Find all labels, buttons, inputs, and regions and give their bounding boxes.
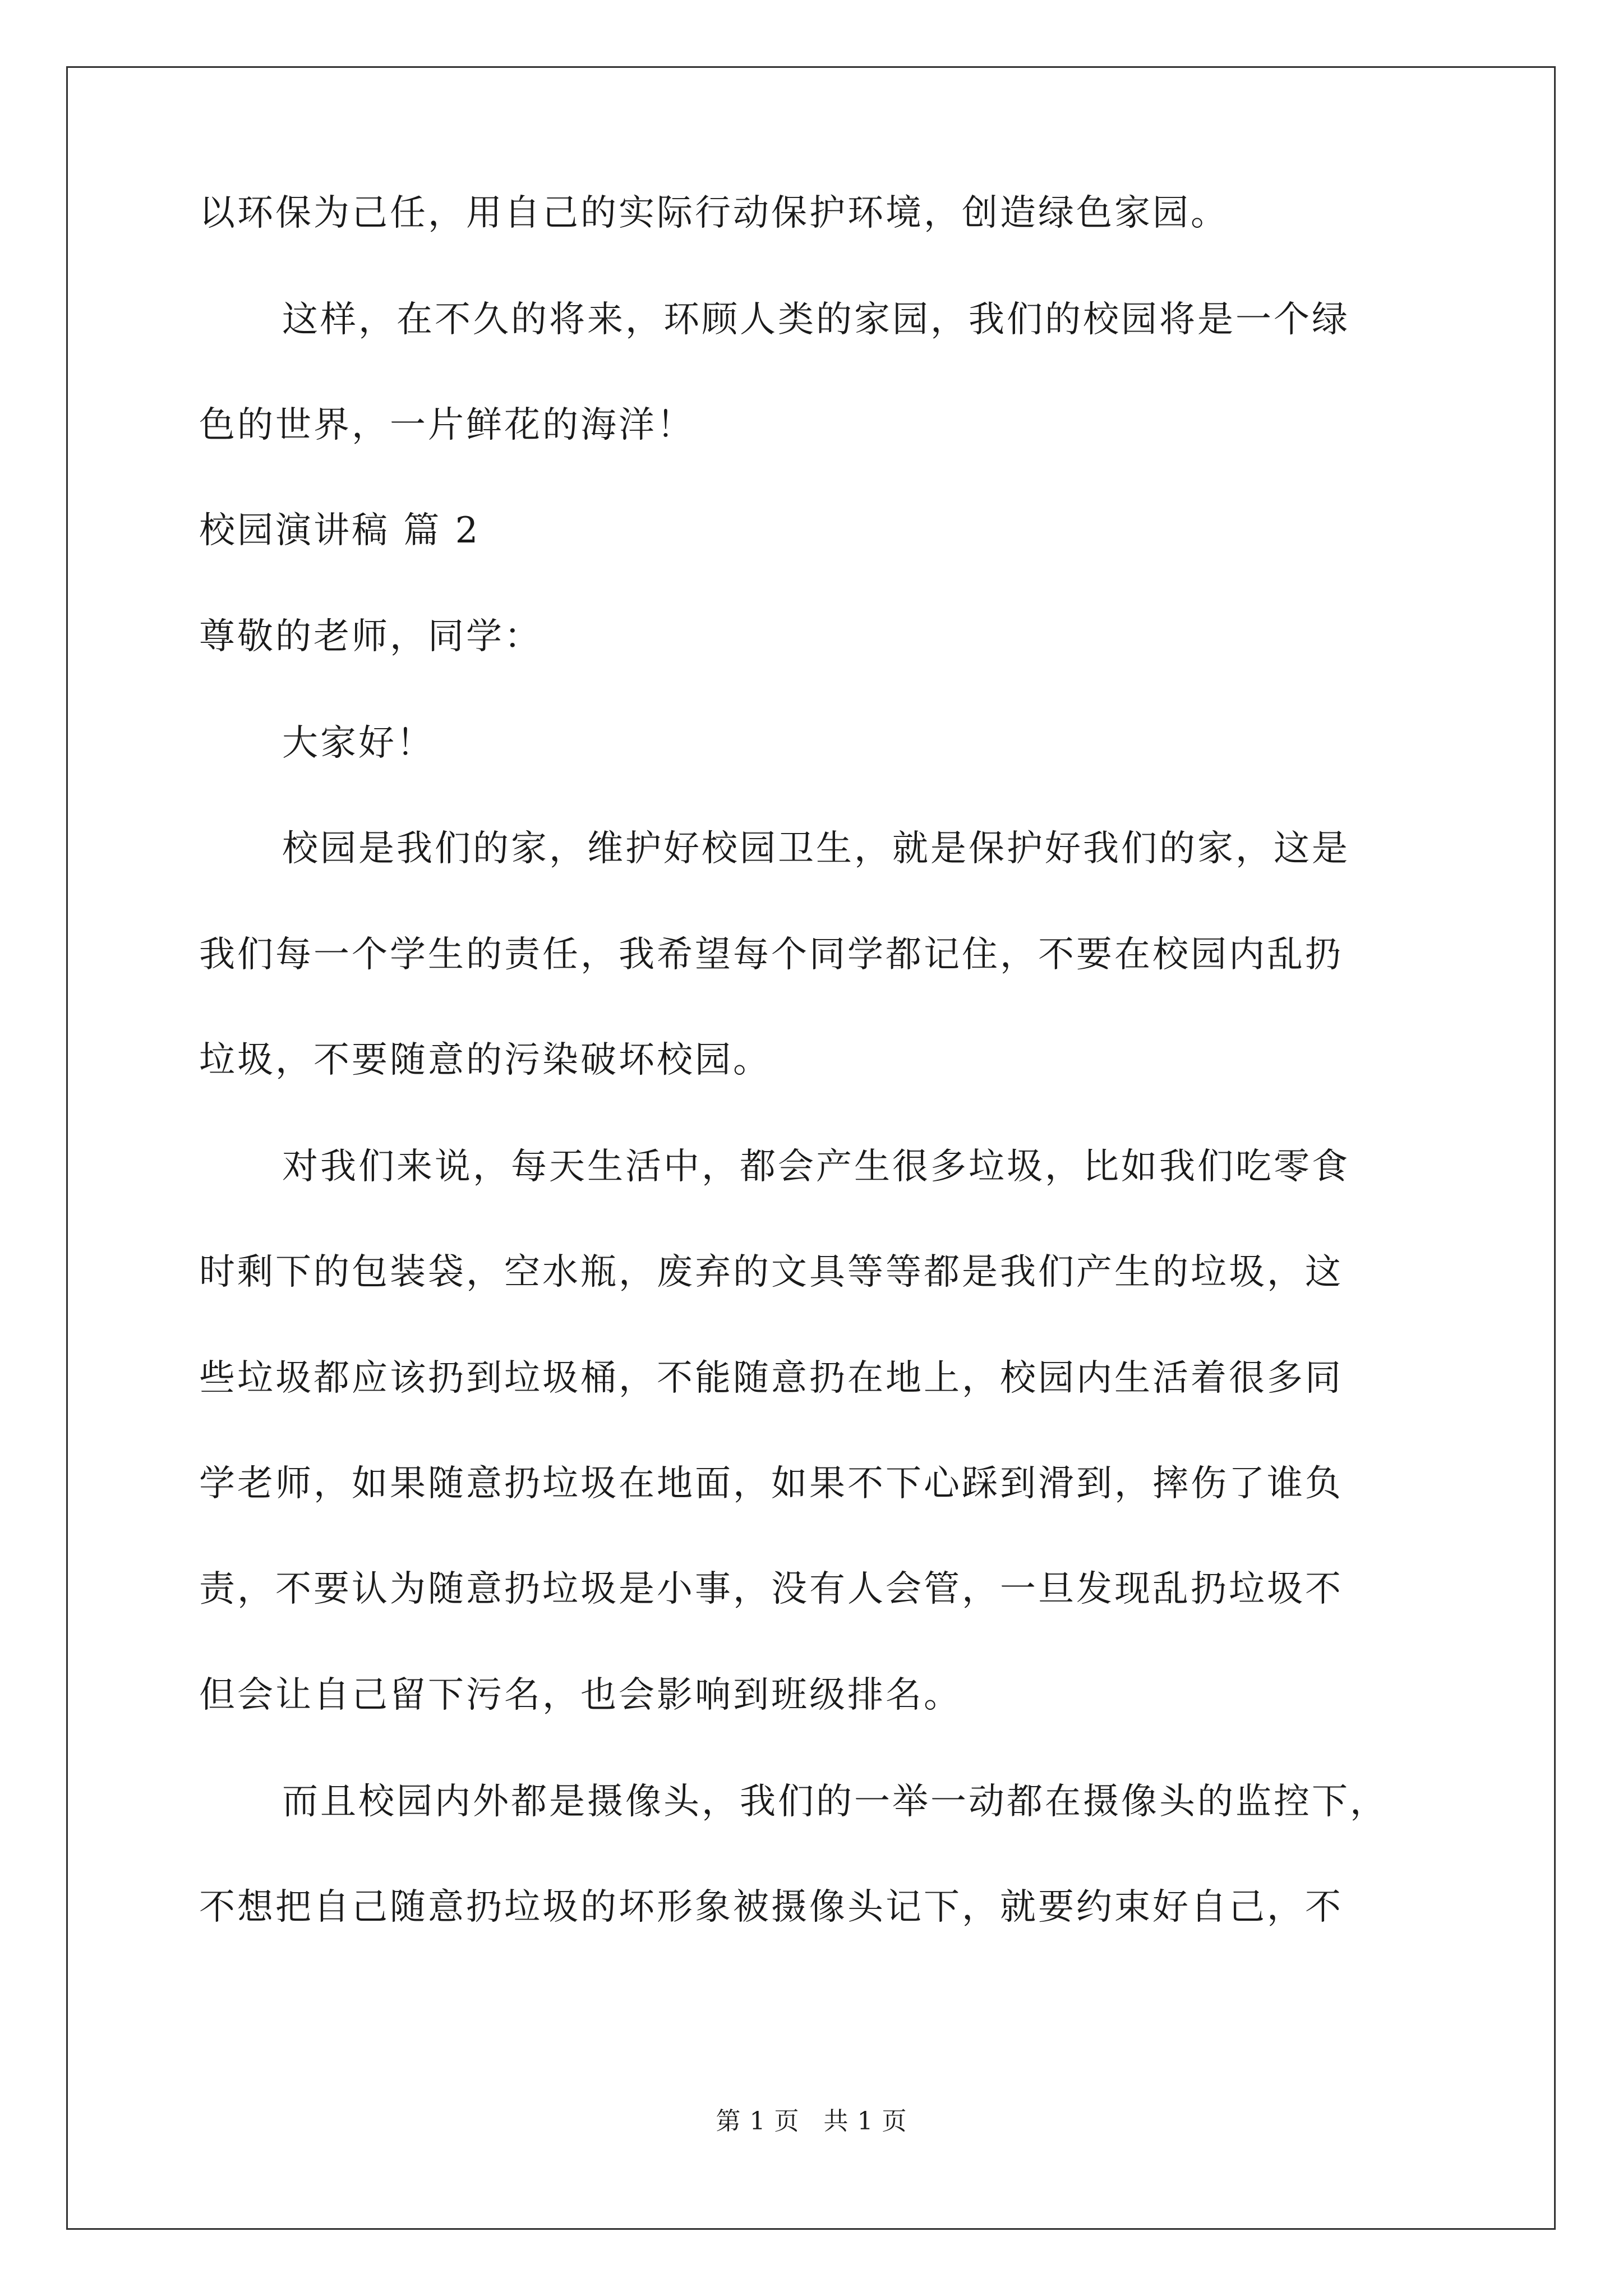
section-heading: 校园演讲稿 篇 2 <box>199 510 481 551</box>
paragraph-line: 我们每一个学生的责任，我希望每个同学都记住，不要在校园内乱扔 <box>199 934 1343 976</box>
paragraph-line: 色的世界，一片鲜花的海洋！ <box>199 404 695 446</box>
page-footer <box>0 2101 1623 2137</box>
paragraph-line: 不想把自己随意扔垃圾的坏形象被摄像头记下，就要约束好自己，不 <box>199 1887 1343 1928</box>
paragraph-line: 学老师，如果随意扔垃圾在地面，如果不下心踩到滑到，摔伤了谁负 <box>199 1463 1343 1504</box>
salutation: 尊敬的老师，同学： <box>199 616 542 657</box>
paragraph-line: 但会让自己留下污名，也会影响到班级排名。 <box>199 1674 962 1716</box>
paragraph-line: 对我们来说，每天生活中，都会产生很多垃圾，比如我们吃零食 <box>282 1146 1350 1188</box>
page-number: 第 1 页 <box>716 2107 800 2136</box>
paragraph-line: 垃圾，不要随意的污染破坏校园。 <box>199 1039 771 1081</box>
paragraph-line: 些垃圾都应该扔到垃圾桶，不能随意扔在地上，校园内生活着很多同 <box>199 1358 1343 1399</box>
page-total: 共 1 页 <box>823 2107 907 2136</box>
paragraph-line: 而且校园内外都是摄像头，我们的一举一动都在摄像头的监控下， <box>282 1781 1388 1823</box>
paragraph-line: 这样，在不久的将来，环顾人类的家园，我们的校园将是一个绿 <box>282 299 1350 341</box>
greeting: 大家好！ <box>282 723 435 764</box>
paragraph-line: 以环保为己任，用自己的实际行动保护环境，创造绿色家园。 <box>199 192 1229 234</box>
paragraph-line: 校园是我们的家，维护好校园卫生，就是保护好我们的家，这是 <box>282 828 1350 869</box>
paragraph-line: 责，不要认为随意扔垃圾是小事，没有人会管，一旦发现乱扔垃圾不 <box>199 1568 1343 1610</box>
paragraph-line: 时剩下的包装袋，空水瓶，废弃的文具等等都是我们产生的垃圾，这 <box>199 1251 1343 1293</box>
